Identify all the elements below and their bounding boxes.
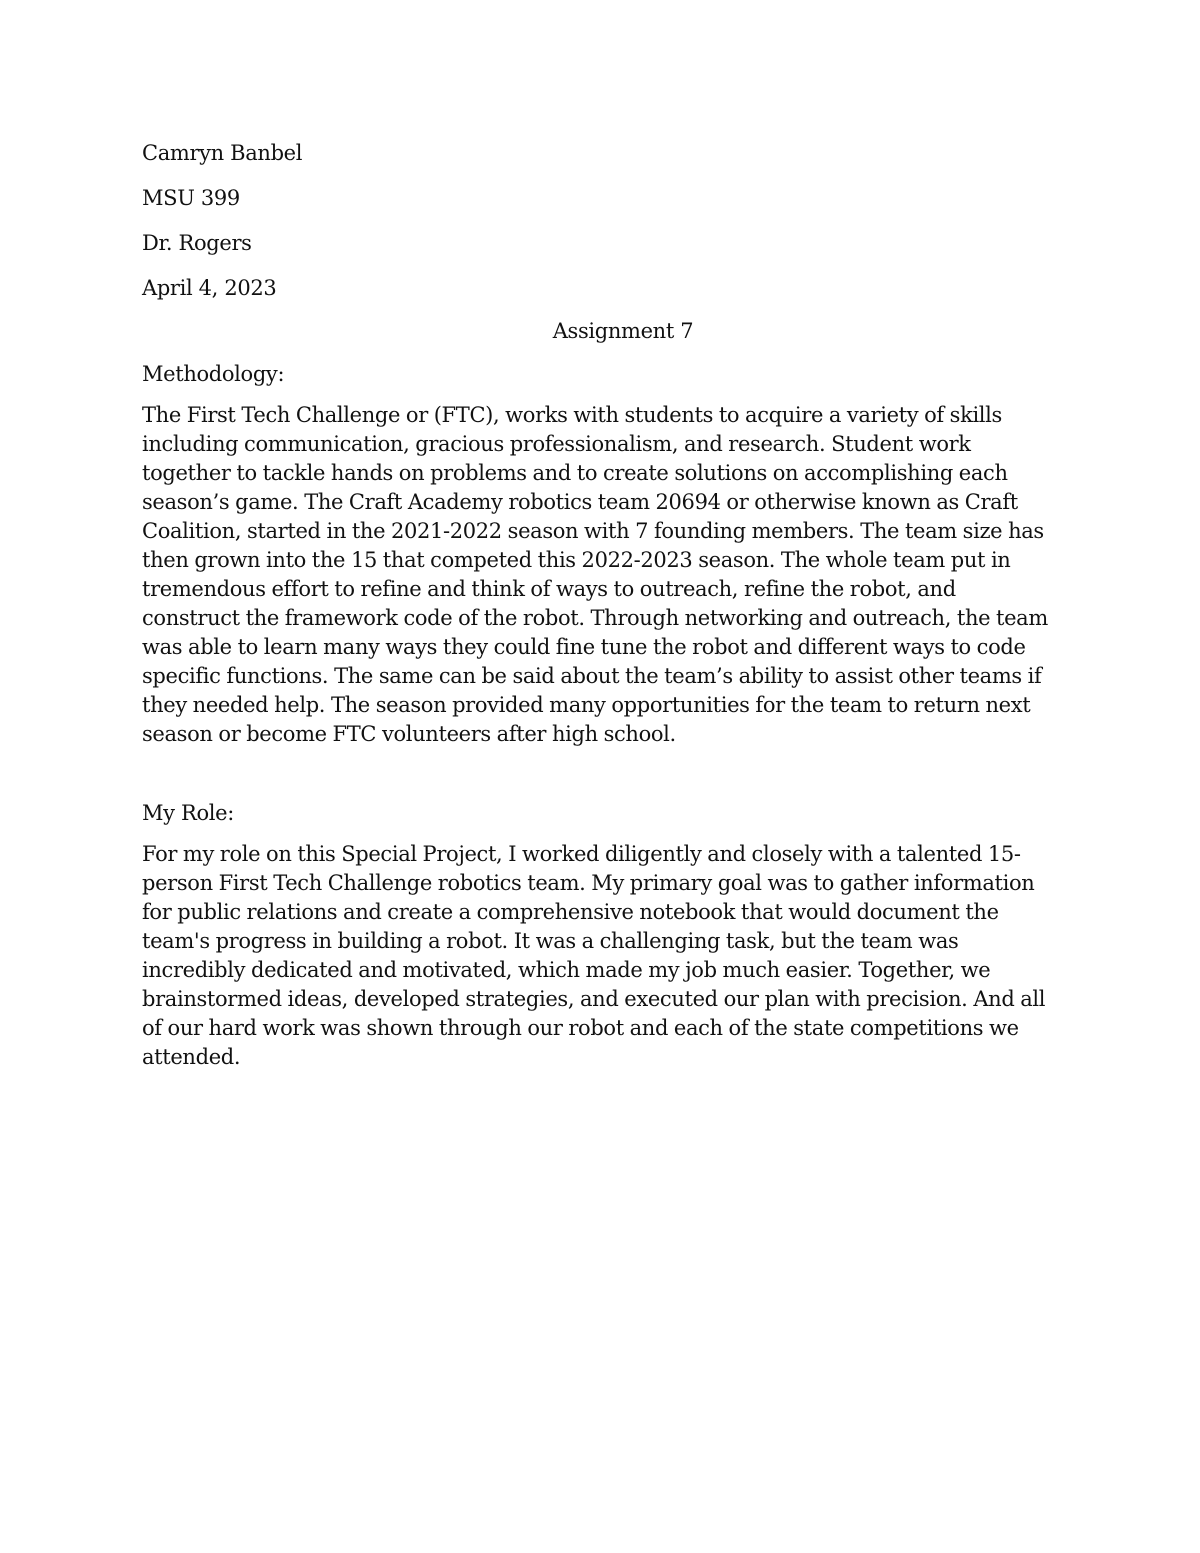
paragraph-line: they needed help. The season provided many opportunities for the team to return next xyxy=(142,693,1031,717)
my-role-paragraph xyxy=(142,840,1052,1072)
paragraph-line: season’s game. The Craft Academy robotics team 20694 or otherwise known as Craft xyxy=(142,490,1018,514)
paragraph-line: was able to learn many ways they could fine tune the robot and different ways to code xyxy=(142,635,1026,659)
paragraph-line: including communication, gracious professionalism, and research. Student work xyxy=(142,432,971,456)
paragraph-line: then grown into the 15 that competed this 2022-2023 season. The whole team put in xyxy=(142,548,1011,572)
paragraph-line: together to tackle hands on problems and to create solutions on accomplishing each xyxy=(142,461,1008,485)
section-heading-my-role: My Role: xyxy=(142,801,234,825)
paragraph-line: incredibly dedicated and motivated, which made my job much easier. Together, we xyxy=(142,958,991,982)
paragraph-line: attended. xyxy=(142,1045,241,1069)
paragraph-line: construct the framework code of the robot. Through networking and outreach, the team xyxy=(142,606,1048,630)
paragraph-line: of our hard work was shown through our robot and each of the state competitions we xyxy=(142,1016,1019,1040)
paragraph-line: For my role on this Special Project, I worked diligently and closely with a talented 15- xyxy=(142,842,1021,866)
paragraph-line: for public relations and create a comprehensive notebook that would document the xyxy=(142,900,999,924)
paragraph-line: tremendous effort to refine and think of ways to outreach, refine the robot, and xyxy=(142,577,956,601)
document-body xyxy=(142,139,1052,1072)
paragraph-line: person First Tech Challenge robotics team. My primary goal was to gather information xyxy=(142,871,1035,895)
section-heading-methodology: Methodology: xyxy=(142,362,285,386)
methodology-paragraph xyxy=(142,401,1052,749)
paragraph-line: season or become FTC volunteers after high school. xyxy=(142,722,676,746)
paragraph-line: brainstormed ideas, developed strategies, and executed our plan with precision. And all xyxy=(142,987,1046,1011)
paragraph-line: Coalition, started in the 2021-2022 season with 7 founding members. The team size has xyxy=(142,519,1044,543)
document-date: April 4, 2023 xyxy=(142,276,277,300)
paragraph-line: specific functions. The same can be said about the team’s ability to assist other teams if xyxy=(142,664,1042,688)
paragraph-line: team's progress in building a robot. It was a challenging task, but the team was xyxy=(142,929,959,953)
author-name: Camryn Banbel xyxy=(142,141,303,165)
document-title: Assignment 7 xyxy=(552,319,694,343)
instructor-name: Dr. Rogers xyxy=(142,231,252,255)
section-spacer xyxy=(142,749,1052,799)
course-code: MSU 399 xyxy=(142,186,240,210)
paragraph-line: The First Tech Challenge or (FTC), works with students to acquire a variety of skills xyxy=(142,403,1002,427)
